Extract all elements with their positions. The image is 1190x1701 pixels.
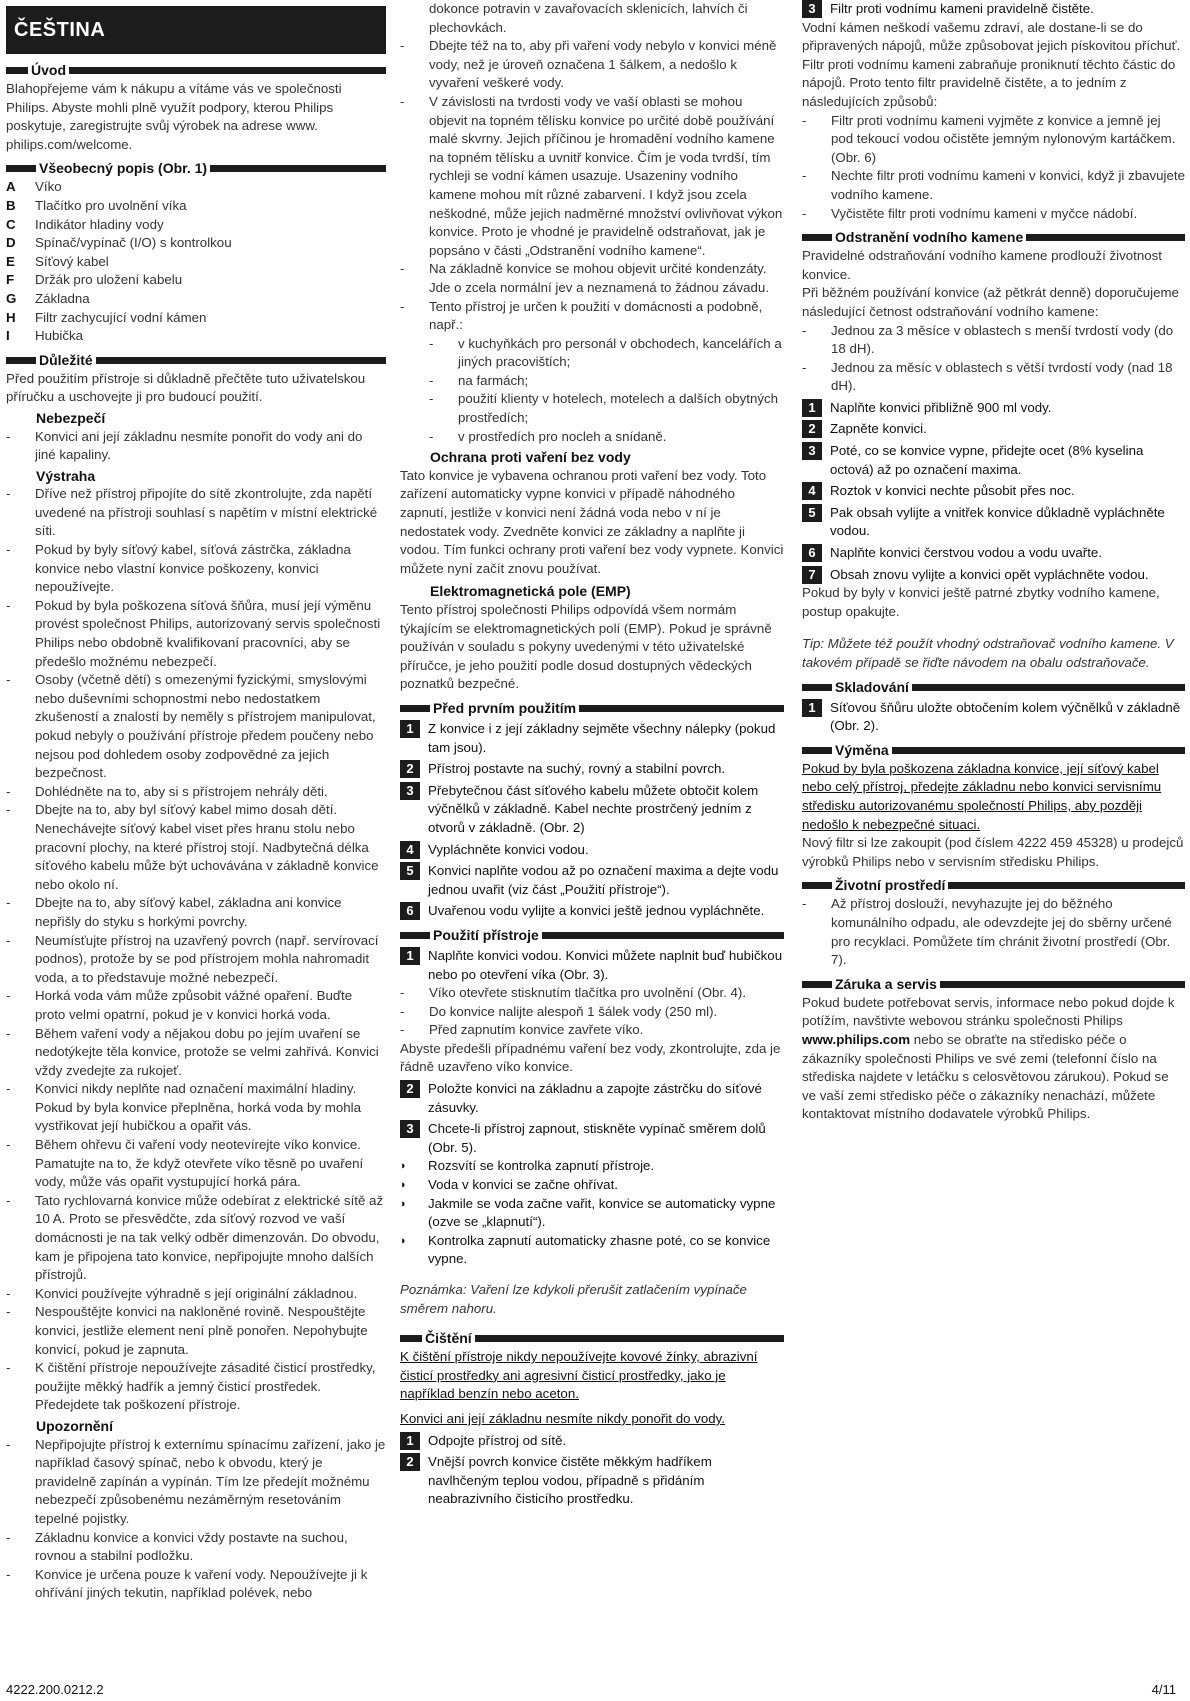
column-3 <box>802 0 1185 1124</box>
dry-boil-text: Tato konvice je vybavena ochranou proti vaření bez vody. Toto zařízení automaticky vypne konvici v případě náhodného zapnutí, jestliže v konvici není žádná voda nebo v ní je nedostatek vody. Zvedněte konvici ze základny a naplňte ji vodou. Tím funkci ochrany proti vaření bez vody vypnete. Konvici můžete nyní začít znovu používat. <box>400 467 784 576</box>
warning-heading: Výstraha <box>36 467 96 484</box>
step: 2 Zapněte konvici. <box>802 420 1185 439</box>
list-item: - Jednou za měsíc v oblastech s větší tvrdostí vody (nad 18 dH). <box>802 359 1173 394</box>
step: 3 Chcete-li přístroj zapnout, stiskněte vypínač směrem dolů (Obr. 5). <box>400 1120 784 1157</box>
section-heading-important: Důležité <box>6 352 386 369</box>
list-item: - Filtr proti vodnímu kameni vyjměte z konvice a jemně jej pod tekoucí vodou očistěte jemným nylonovým kartáčkem. (Obr. 6) <box>802 112 1176 165</box>
caution-heading: Upozornění <box>36 1417 113 1434</box>
section-heading-use: Použití přístroje <box>400 927 784 944</box>
section-heading-warranty: Záruka a servis <box>802 976 1185 993</box>
list-item: - Během ohřevu či vaření vody neotevírejte víko konvice. Pamatujte na to, že když otevřete víko těsně po uvaření vody, může vás opařit vystupující horká pára. <box>6 1137 364 1190</box>
list-item: - Nespouštějte konvici na nakloněné rovině. Nespouštějte konvici, jestliže element není plně ponořen. Nepohybujte konvicí, pokud je zapnuta. <box>6 1304 368 1357</box>
continued-list <box>400 37 784 335</box>
list-item: - Pokud by byly síťový kabel, síťová zástrčka, základna konvice nebo vlastní konvice poškozeny, konvici nepoužívejte. <box>6 542 351 595</box>
part-item: C Indikátor hladiny vody <box>6 216 164 232</box>
column-2 <box>400 0 784 1509</box>
warning-list <box>6 485 386 1415</box>
list-item: - Konvici ani její základnu nesmíte ponořit do vody ani do jiné kapaliny. <box>6 428 363 463</box>
danger-heading: Nebezpečí <box>36 409 106 426</box>
storage-steps <box>802 699 1185 736</box>
list-item: - na farmách; <box>429 372 529 388</box>
list-item: - Dříve než přístroj připojíte do sítě zkontrolujte, zda napětí uvedené na přístroji souhlasí s napětím v místní elektrické síti. <box>6 486 378 539</box>
cleaning-steps <box>400 1432 784 1509</box>
parts-list <box>6 178 386 345</box>
language-title: ČEŠTINA <box>6 6 386 54</box>
list-item: - Dohlédněte na to, aby si s přístrojem nehrály děti. <box>6 783 328 799</box>
bullet-item: ◗ Voda v konvici se začne ohřívat. <box>400 1177 618 1193</box>
bullet-item: ◗ Rozsvítí se kontrolka zapnutí přístroje. <box>400 1158 655 1174</box>
list-item: - v kuchyňkách pro personál v obchodech, kancelářích a jiných pracovištích; <box>429 335 782 370</box>
descale-text-3: Pokud by byly v konvici ještě patrné zbytky vodního kamene, postup opakujte. <box>802 585 1160 619</box>
list-item: - Pokud by byla poškozena síťová šňůra, musí její výměnu provést společnost Philips, autorizovaný servis společnosti Philips nebo obdobně kvalifikovaní pracovníci, aby se předešlo možnému nebezpečí. <box>6 597 381 669</box>
section-heading-cleaning: Čištění <box>400 1330 784 1347</box>
list-item: - Tento přístroj je určen k použití v domácnosti a podobně, např.: <box>400 298 763 333</box>
philips-link[interactable]: www.philips.com <box>802 1031 911 1047</box>
list-item: - Dbejte též na to, aby při vaření vody nebylo v konvici méně vody, než je úroveň označena 1 šálkem, a nedošlo k vyvaření veškeré vody. <box>400 38 777 91</box>
list-item: - Na základně konvice se mohou objevit určité kondenzáty. Jde o zcela normální jev a neznamená to žádnou závadu. <box>400 261 770 295</box>
list-item: - Nepřipojujte přístroj k externímu spínacímu zařízení, jako je například časový spínač, nebo k obvodu, který je pravidelně zapínán a vypínán. Tím lze předejít možnému nebezpečí způsobenému nezáměrným resetováním tepelné pojistky. <box>6 1436 386 1526</box>
list-item: - Neumísťujte přístroj na uzavřený povrch (např. servírovací podnos), protože by se pod přístrojem mohla nahromadit voda, a to představuje možné nebezpečí. <box>6 932 379 985</box>
note-text: Poznámka: Vaření lze kdykoli přerušit zatlačením vypínače směrem nahoru. <box>400 1282 747 1316</box>
important-text: Před použitím přístroje si důkladně přečtěte tuto uživatelskou příručku a uschovejte ji pro budoucí použití. <box>6 370 366 405</box>
caution-list <box>6 1436 386 1603</box>
use-bullets <box>400 1157 784 1269</box>
descale-steps <box>802 399 1185 584</box>
list-item: - Tato rychlovarná konvice může odebírat z elektrické sítě až 10 A. Proto se přesvědčte, zda síťový rozvod ve vaší domácnosti je na tak velký odběr dimenzován. Do obvodu, kam je připojena tato konvice, nepřipojujte mnoho dalších přístrojů. <box>6 1192 384 1283</box>
footer-code: 4222.200.0212.2 <box>6 1682 104 1697</box>
descale-list <box>802 322 1185 396</box>
descale-text-1: Pravidelné odstraňování vodního kamene prodlouží životnost konvice. <box>802 248 1162 282</box>
list-item: - Víko otevřete stisknutím tlačítka pro uvolnění (Obr. 4). <box>400 985 747 1001</box>
environment-list <box>802 895 1185 969</box>
step: 3 Filtr proti vodnímu kameni pravidelně čistěte. <box>802 0 1185 19</box>
list-item: - Dbejte na to, aby síťový kabel, základna ani konvice nepřišly do styku s horkými povrchy. <box>6 895 342 929</box>
intro-text: Blahopřejeme vám k nákupu a vítáme vás ve společnosti Philips. Abyste mohli plně využít podpory, kterou Philips poskytuje, zaregistrujte svůj výrobek na adrese www. philips.com/welcome. <box>6 81 342 152</box>
step: 2 Vnější povrch konvice čistěte měkkým hadříkem navlhčeným teplou vodou, případně s přidáním neabrazivního čisticího prostředku. <box>400 1453 784 1509</box>
list-item: - K čištění přístroje nepoužívejte zásadité čisticí prostředky, použijte měkký hadřík a jemný čisticí prostředek. Předejdete tak poškození přístroje. <box>6 1360 376 1413</box>
list-item: - Vyčistěte filtr proti vodnímu kameni v myčce nádobí. <box>802 205 1138 221</box>
section-heading-descaling: Odstranění vodního kamene <box>802 229 1185 246</box>
cleaning-warning-2: Konvici ani její základnu nesmíte nikdy ponořit do vody. <box>400 1410 725 1426</box>
first-use-steps <box>400 720 784 921</box>
emf-text: Tento přístroj společnosti Philips odpovídá všem normám týkajícím se elektromagnetických polí (EMP). Pokud je správně používán v souladu s pokyny uvedenými v této uživatelské příručce, je jeho použití podle dosud dostupných vědeckých poznatků bezpečné. <box>400 602 772 692</box>
list-item: - Konvice je určena pouze k vaření vody. Nepoužívejte ji k ohřívání jiných tekutin, například polévek, nebo <box>6 1566 368 1601</box>
list-item: - Základnu konvice a konvici vždy postavte na suchou, rovnou a stabilní podložku. <box>6 1529 348 1564</box>
column-1 <box>6 0 386 1603</box>
use-text: Abyste předešli případnému vaření bez vody, zkontrolujte, zda je řádně uzavřeno víko konvice. <box>400 1040 781 1075</box>
list-item: - Horká voda vám může způsobit vážné opaření. Buďte proto velmi opatrní, pokud je v konvici horká voda. <box>6 988 353 1022</box>
dry-boil-heading: Ochrana proti vaření bez vody <box>430 449 631 466</box>
part-item: E Síťový kabel <box>6 253 109 269</box>
step: 5 Pak obsah vylijte a vnitřek konvice důkladně vypláchněte vodou. <box>802 504 1185 541</box>
section-heading-environment: Životní prostředí <box>802 877 1185 894</box>
step: 1 Naplňte konvici vodou. Konvici můžete naplnit buď hubičkou nebo po otevření víka (Obr. 3). <box>400 947 784 984</box>
descale-text-2: Při běžném používání konvice (až pětkrát denně) doporučujeme následující četnost odstraňování vodního kamene: <box>802 285 1179 319</box>
step: 1 Síťovou šňůru uložte obtočením kolem výčnělků v základně (Obr. 2). <box>802 699 1185 736</box>
replacement-warning: Pokud by byla poškozena základna konvice, její síťový kabel nebo celý přístroj, předejte základnu nebo konvici servisnímu středisku autorizovanému společností Philips, aby později nedošlo k nebezpečné situaci. <box>802 760 1162 832</box>
list-item: - použití klienty v hotelech, motelech a dalších obytných prostředích; <box>429 391 779 426</box>
step: 5 Konvici naplňte vodou až po označení maxima a dejte vodu jednou uvařit (viz část „Použití přístroje“). <box>400 862 784 899</box>
part-item: B Tlačítko pro uvolnění víka <box>6 197 187 213</box>
page-number: 4/11 <box>1151 1682 1176 1697</box>
use-list <box>400 984 784 1040</box>
section-heading-general: Všeobecný popis (Obr. 1) <box>6 160 386 177</box>
step: 4 Roztok v konvici nechte působit přes noc. <box>802 482 1185 501</box>
emf-heading: Elektromagnetická pole (EMP) <box>430 583 631 600</box>
part-item: F Držák pro uložení kabelu <box>6 272 183 288</box>
section-heading-storage: Skladování <box>802 679 1185 696</box>
replacement-text: Nový filtr si lze zakoupit (pod číslem 4222 459 45328) u prodejců výrobků Philips nebo v servisním středisku Philips. <box>802 835 1184 869</box>
section-heading-intro: Úvod <box>6 62 386 79</box>
step: 6 Naplňte konvici čerstvou vodou a vodu uvařte. <box>802 544 1185 563</box>
list-item: - Nechte filtr proti vodnímu kameni v konvici, když ji zbavujete vodního kamene. <box>802 168 1185 202</box>
bullet-item: ◗ Jakmile se voda začne vařit, konvice se automaticky vypne (ozve se „klapnutí“). <box>400 1195 776 1230</box>
warranty-text: Pokud budete potřebovat servis, informace nebo pokud dojde k potížím, navštivte webovou stránku společnosti Philips www.philips.com nebo se obraťte na středisko péče o zákazníky společnosti Philips ve své zemi (telefonní číslo na střediska najdete v letáčku s celosvětovou zárukou). Pokud se ve vaší zemi středisko péče o zákazníky nenachází, můžete kontaktovat místního dodavatele výrobků Philips. <box>802 994 1175 1122</box>
bullet-item: ◗ Kontrolka zapnutí automaticky zhasne poté, co se konvice vypne. <box>400 1232 771 1267</box>
step: 2 Přístroj postavte na suchý, rovný a stabilní povrch. <box>400 760 784 779</box>
cleaning-warning: K čištění přístroje nikdy nepoužívejte kovové žínky, abrazivní čisticí prostředky ani agresivní čisticí prostředky, jako je například benzín nebo aceton. <box>400 1349 758 1402</box>
step: 1 Naplňte konvici přibližně 900 ml vody. <box>802 399 1185 418</box>
section-heading-first-use: Před prvním použitím <box>400 700 784 717</box>
list-item: - Před zapnutím konvice zavřete víko. <box>400 1022 644 1038</box>
continued-text: dokonce potravin v zavařovacích sklenicích, lahvích či plechovkách. <box>429 1 748 35</box>
list-item: - Dbejte na to, aby byl síťový kabel mimo dosah dětí. Nenechávejte síťový kabel viset přes hranu stolu nebo pracovní plochy, na které přístroj stojí. Nadbytečná délka síťového kabelu může být uchovávána v základně konvice nebo okolo ní. <box>6 802 379 892</box>
part-item: G Základna <box>6 290 90 306</box>
step: 4 Vypláchněte konvici vodou. <box>400 841 784 860</box>
tip-text: Tip: Můžete též použít vhodný odstraňovač vodního kamene. V takovém případě se řiďte návodem na obalu odstraňovače. <box>802 636 1174 670</box>
list-item: - Během vaření vody a nějakou dobu po jejím uvaření se nedotýkejte těla konvice, protože se velmi zahřívá. Konvici vždy zvedejte za rukojeť. <box>6 1025 379 1078</box>
list-item: - Konvici používejte výhradně s její originální základnou. <box>6 1285 358 1301</box>
filter-list <box>802 112 1185 224</box>
list-item: - Jednou za 3 měsíce v oblastech s menší tvrdostí vody (do 18 dH). <box>802 322 1174 357</box>
list-item: - Konvici nikdy neplňte nad označení maximální hladiny. Pokud by byla konvice přeplněna, horká voda by mohla vystřikovat její hubičkou a opařit vás. <box>6 1081 361 1134</box>
list-item: - Do konvice nalijte alespoň 1 šálek vody (250 ml). <box>400 1003 718 1019</box>
step: 3 Poté, co se konvice vypne, přidejte ocet (8% kyselina octová) až po označení maxima. <box>802 442 1185 479</box>
step: 2 Položte konvici na základnu a zapojte zástrčku do síťové zásuvky. <box>400 1080 784 1117</box>
filter-text: Vodní kámen neškodí vašemu zdraví, ale dostane-li se do připravených nápojů, může způsobovat jejich pískovitou příchuť. Filtr proti vodnímu kameni zabraňuje proniknutí těchto částic do nápojů. Proto tento filtr pravidelně čistěte, a to jedním z následujících způsobů: <box>802 19 1181 109</box>
household-list <box>400 335 784 447</box>
list-item: - v prostředích pro nocleh a snídaně. <box>429 428 667 444</box>
part-item: I Hubička <box>6 328 84 344</box>
list-item: - Až přístroj doslouží, nevyhazujte jej do běžného komunálního odpadu, ale odevzdejte jej do sběrny určené pro recyklaci. Pomůžete tím chránit životní prostředí (Obr. 7). <box>802 896 1172 968</box>
step: 6 Uvařenou vodu vylijte a konvici ještě jednou vypláchněte. <box>400 902 784 921</box>
section-heading-replacement: Výměna <box>802 742 1185 759</box>
part-item: H Filtr zachycující vodní kámen <box>6 309 207 325</box>
step: 1 Z konvice i z její základny sejměte všechny nálepky (pokud tam jsou). <box>400 720 784 757</box>
step: 3 Přebytečnou část síťového kabelu můžete obtočit kolem výčnělků v základně. Kabel nechte prostrčený jedním z otvorů v základně. (Obr. 2) <box>400 782 784 838</box>
step: 7 Obsah znovu vylijte a konvici opět vypláchněte vodou. <box>802 566 1185 585</box>
part-item: A Víko <box>6 179 62 195</box>
danger-list <box>6 428 386 465</box>
list-item: - V závislosti na tvrdosti vody ve vaší oblasti se mohou objevit na topném tělísku konvice po určité době používání malé skvrny. Jejich příčinou je hromadění vodního kamene na topném tělísku a uvnitř konvice. Čím je voda tvrdší, tím rychleji se vodní kámen usazuje. Usazeniny vodního kamene mohou mít různé zabarvení. I když jsou zcela neškodné, může jejich nadměrné množství ovlivňovat výkon konvice. Proto je vhodné je pravidelně odstraňovat, jak je popsáno v části „Odstranění vodního kamene“. <box>400 93 783 258</box>
step: 1 Odpojte přístroj od sítě. <box>400 1432 784 1451</box>
part-item: D Spínač/vypínač (I/O) s kontrolkou <box>6 235 232 251</box>
list-item: - Osoby (včetně dětí) s omezenými fyzickými, smyslovými nebo duševními schopnostmi nebo nedostatkem zkušeností a znalostí by neměly s přístrojem manipulovat, pokud nebyly o používání přístroje předem poučeny nebo nejsou pod dohledem osoby zodpovědné za jejich bezpečnost. <box>6 672 376 781</box>
